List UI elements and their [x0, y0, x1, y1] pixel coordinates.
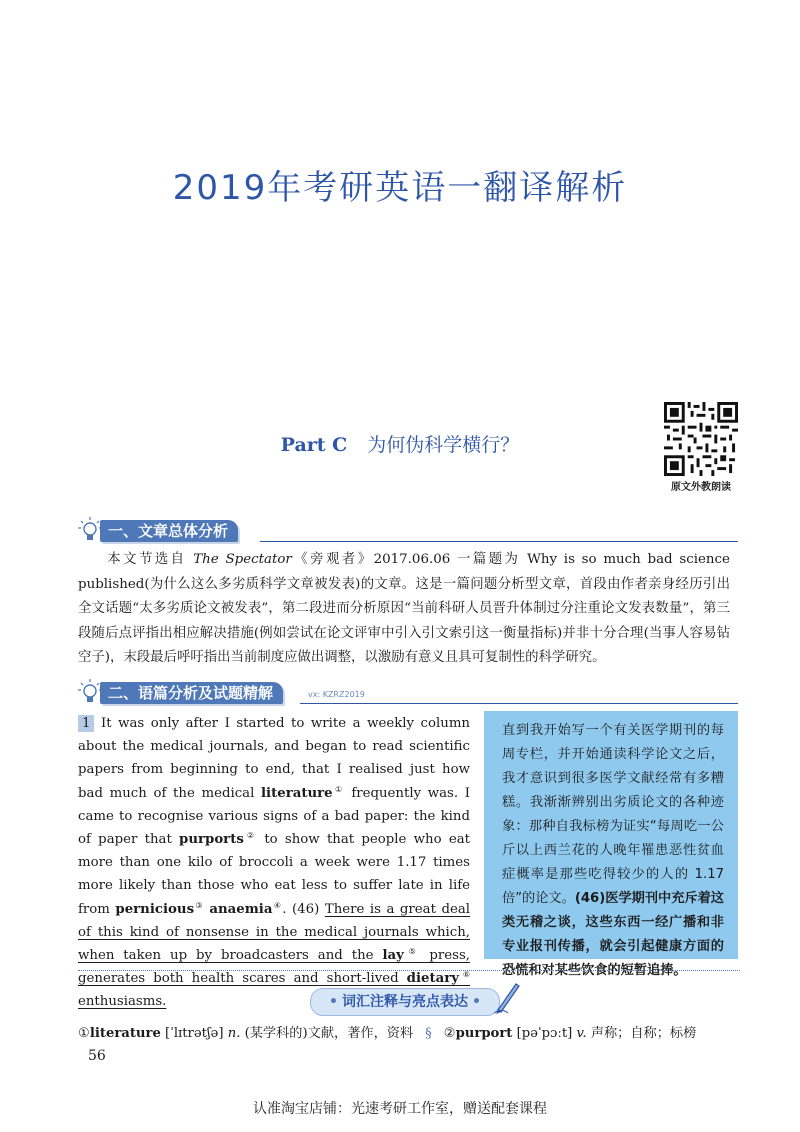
entry-ipa: [ˈlɪtrətʃə] [165, 1026, 224, 1041]
qr-code-icon[interactable] [664, 402, 738, 476]
vocab-word: lay [382, 948, 404, 964]
pen-icon [492, 980, 522, 1014]
vocab-word: dietary [406, 971, 459, 987]
source-title: The Spectator [193, 552, 292, 567]
entry-definition: 声称；自称；标榜 [590, 1026, 697, 1041]
vocab-word: pernicious [115, 901, 195, 917]
vocab-word: purports [179, 832, 244, 848]
entry-pos: v. [576, 1026, 587, 1041]
footnote-marker: ③ [194, 900, 204, 910]
vocab-entries [78, 1024, 738, 1044]
lightbulb-icon [78, 516, 102, 544]
passage-text: press, generates both health scares and short-lived [78, 948, 470, 987]
section-header-analysis [78, 678, 738, 706]
english-passage [78, 712, 470, 1014]
footnote-marker: ① [332, 784, 345, 794]
vocab-entry-1 [78, 1026, 413, 1041]
vocab-entry-2 [444, 1026, 697, 1041]
passage-text: enthusiasms. [78, 994, 167, 1010]
qr-caption: 原文外教朗读 [671, 482, 731, 493]
entry-word: purport [455, 1026, 513, 1041]
main-title: 2019年考研英语一翻译解析 [172, 168, 628, 208]
entry-number: ② [443, 1026, 456, 1041]
section-tag-analysis: 二、语篇分析及试题精解 [100, 682, 283, 704]
passage-text: There is a great deal of this kind of nonsense in the medical journals which, when taken up by broadcasters and the [78, 901, 471, 964]
footnote-marker: ④ [272, 900, 283, 910]
vocab-banner-label: 词汇注释与亮点表达 [341, 994, 468, 1010]
footnote-marker: ② [243, 831, 258, 841]
overview-paragraph [78, 548, 730, 671]
page-number: 56 [88, 1048, 106, 1064]
vocab-separator: § [425, 1026, 432, 1041]
entry-ipa: [pəˈpɔːt] [516, 1026, 573, 1041]
overview-text-b: 《旁观者》2017.06.06 一篇题为 Why is so much bad science published(为什么这么多劣质科学文章被发表)的文章。这是一篇问题分析型文章，首段由作者亲身经历引出全文话题“太多劣质论文被发表”，第二段进而分析原因“当前科研人员晋升体制过分注重论文发表数量”，第三段随后点评指出相应解决措施(例如尝试在论文评审中引入引文索引这一衡量指标)并非十分合理(当事人容易钻空子)，末段最后呼吁指出当前制度应做出调整，以激励有意义且具可复制性的科学研究。 [78, 552, 730, 665]
passage-text: . (46) [282, 901, 325, 917]
qr-code-block[interactable] [664, 402, 738, 493]
entry-word: literature [89, 1026, 161, 1041]
footnote-marker: ⑤ [403, 947, 421, 957]
entry-pos: n. [227, 1026, 241, 1041]
passage-text: It was only after I started to write a weekly column about the medical journals, and began to read scientific papers from beginning to end, that I realised just how bad much of the medical [78, 716, 470, 801]
paragraph-number: 1 [78, 715, 94, 732]
entry-definition: (某学科的)文献，著作，资料 [244, 1026, 414, 1041]
section-header-overview [78, 516, 738, 544]
overview-text-a: 本文节选自 [104, 552, 194, 567]
section-rule [260, 541, 738, 542]
dotted-divider [78, 970, 740, 971]
section-rule [300, 703, 738, 704]
vocab-word: literature [261, 785, 333, 801]
banner-dot: • [329, 994, 338, 1010]
part-label: Part C [280, 434, 348, 456]
footer-note: 认准淘宝店铺：光速考研工作室，赠送配套课程 [253, 1101, 547, 1117]
translation-text: 直到我开始写一个有关医学期刊的每周专栏，并开始通读科学论文之后，我才意识到很多医学文献经常有多糟糕。我渐渐辨别出劣质论文的各种迹象：那种自我标榜为证实“每周吃一公斤以上西兰花的人晚年罹患恶性贫血症概率是那些吃得较少的人的 1.17 倍”的论文。 [502, 723, 724, 906]
passage-text: to show that people who eat more than one kilo of broccoli a week were 1.17 times more likely than those who eat less to suffer late in life from [78, 832, 470, 917]
passage-text: frequently was. I came to recognise various signs of a bad paper: the kind of paper that [78, 785, 471, 848]
banner-dot: • [471, 994, 481, 1010]
vocab-banner [310, 988, 500, 1016]
part-subtitle: 为何伪科学横行？ [367, 434, 520, 456]
watermark-text: vx: KZRZ2019 [308, 690, 365, 699]
translation-answer-46: (46)医学期刊中充斥着这类无稽之谈，这些东西一经广播和非专业报刊传播，就会引起健康方面的恐慌和对某些饮食的短暂追捧。 [502, 891, 724, 978]
lightbulb-icon [78, 678, 102, 706]
footnote-marker: ⑥ [458, 970, 470, 980]
entry-number: ① [78, 1026, 90, 1041]
translation-box [484, 711, 738, 978]
vocab-word: anaemia [209, 901, 273, 917]
section-tag-overview: 一、文章总体分析 [100, 520, 238, 542]
